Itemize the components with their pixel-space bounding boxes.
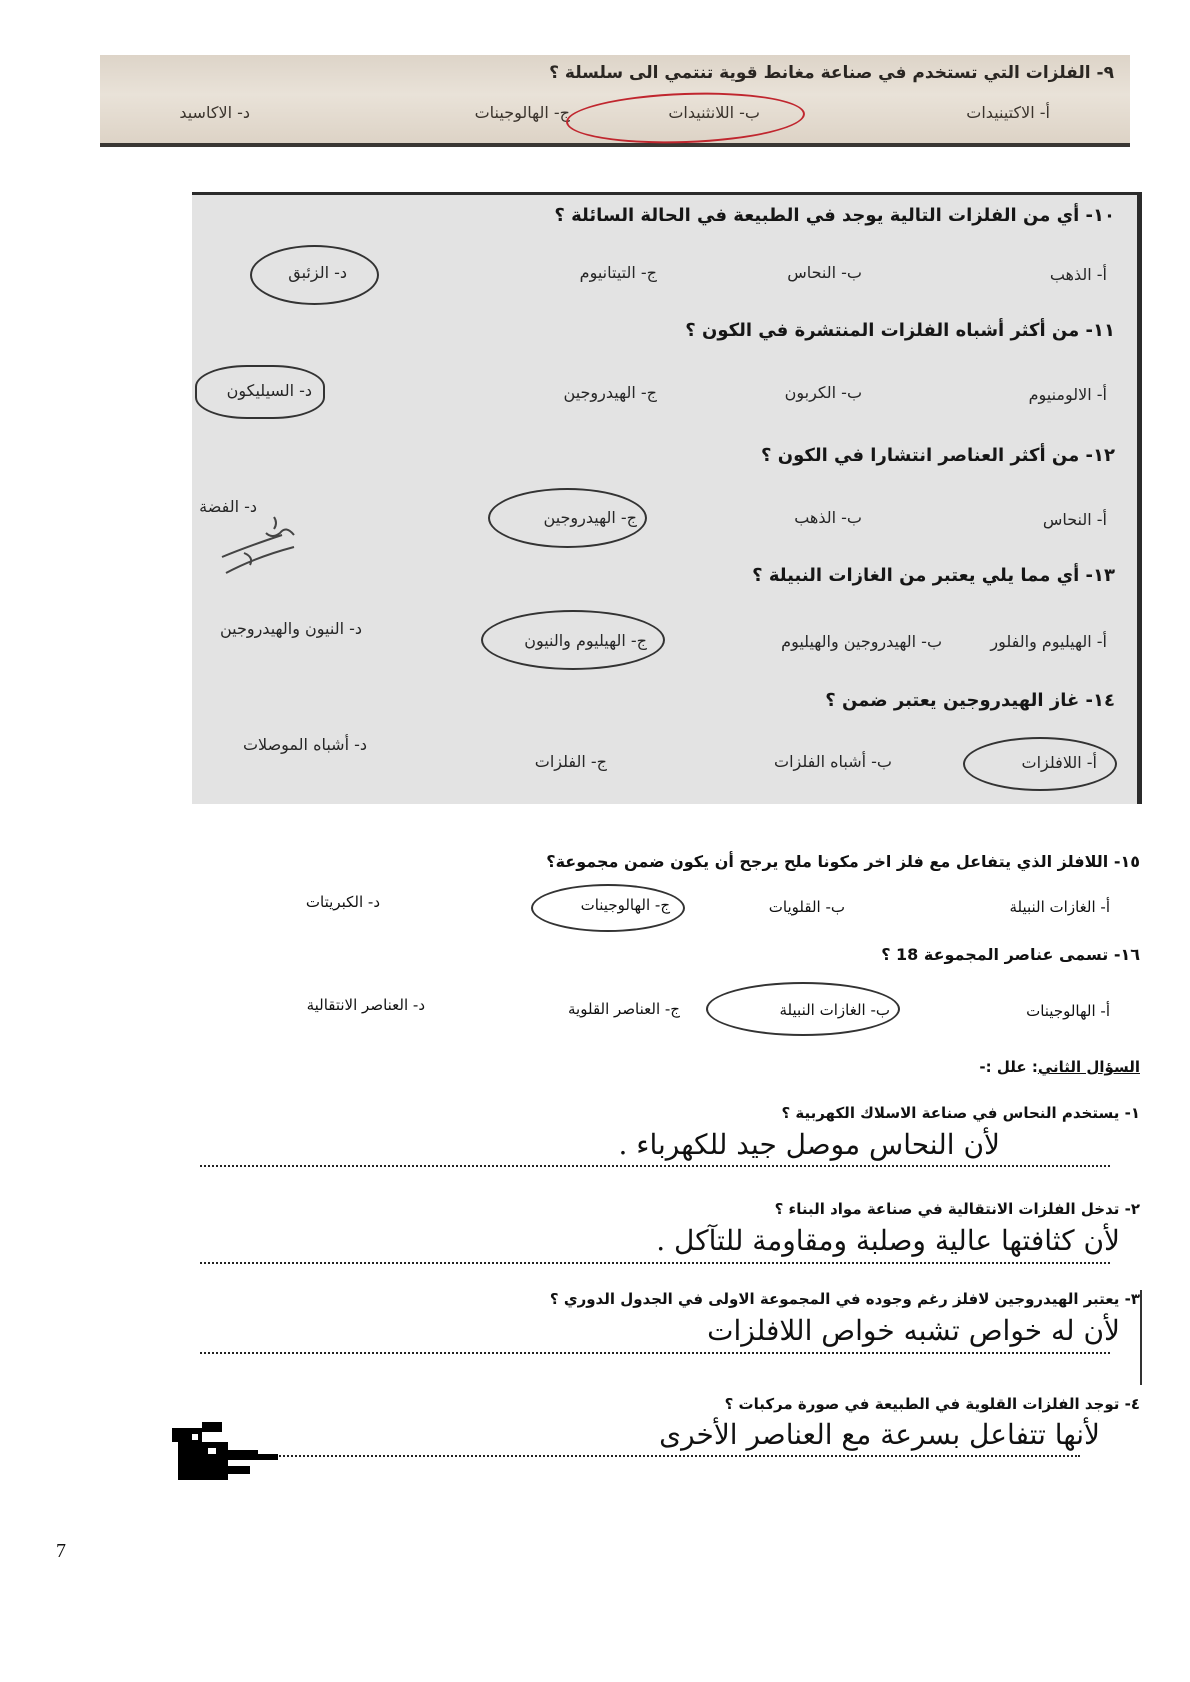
answer-line-2	[200, 1262, 1110, 1264]
questions-10-14-photo	[192, 192, 1142, 804]
q10-answer-circle	[250, 245, 379, 305]
q10-option-d: د- الزئبق	[288, 263, 347, 282]
question-14-text: ١٤- غاز الهيدروجين يعتبر ضمن ؟	[825, 690, 1115, 711]
scan-edge-mark	[1140, 1290, 1142, 1385]
q15-option-d: د- الكبريتات	[305, 893, 380, 911]
q14-option-b: ب- أشباه الفلزات	[774, 752, 892, 771]
q13-option-c: ج- الهيليوم والنيون	[524, 631, 647, 650]
q11-answer-circle	[195, 365, 325, 419]
explain-item-2-answer: لأن كثافتها عالية وصلبة ومقاومة للتآكل .	[656, 1224, 1120, 1257]
q11-option-b: ب- الكربون	[784, 383, 862, 402]
q14-option-d: د- أشباه الموصلات	[242, 735, 367, 754]
q10-option-a: أ- الذهب	[1049, 265, 1107, 284]
handwritten-signature	[214, 513, 304, 583]
answer-line-3	[200, 1352, 1110, 1354]
explain-item-2-question: ٢- تدخل الفلزات الانتقالية في صناعة مواد البناء ؟	[774, 1200, 1140, 1218]
explain-item-3-question: ٣- يعتبر الهيدروجين لافلز رغم وجوده في المجموعة الاولى في الجدول الدوري ؟	[549, 1290, 1140, 1308]
q11-option-a: أ- الالومنيوم	[1028, 385, 1107, 404]
section-2-title: السؤال الثاني	[1037, 1058, 1140, 1076]
question-16-text: ١٦- تسمى عناصر المجموعة 18 ؟	[881, 945, 1140, 964]
explain-item-4-answer: لأنها تتفاعل بسرعة مع العناصر الأخرى	[659, 1418, 1100, 1451]
explain-item-4-question: ٤- توجد الفلزات القلوية في الطبيعة في صورة مركبات ؟	[724, 1395, 1140, 1413]
question-9-text: ٩- الفلزات التي تستخدم في صناعة مغانط قوية تنتمي الى سلسلة ؟	[549, 63, 1114, 83]
section-2-title-suffix: : علل :-	[979, 1058, 1038, 1076]
q15-option-b: ب- القلويات	[768, 898, 845, 916]
q15-option-c: ج- الهالوجينات	[580, 896, 670, 914]
q11-option-d: د- السيليكون	[226, 381, 312, 400]
q14-option-a: أ- اللافلزات	[1021, 753, 1097, 772]
answer-line-4	[200, 1455, 1080, 1457]
q16-option-d: د- العناصر الانتقالية	[306, 996, 425, 1014]
q14-answer-circle	[963, 737, 1117, 791]
explain-item-1-question: ١- يستخدم النحاس في صناعة الاسلاك الكهربية ؟	[781, 1104, 1140, 1122]
question-13-text: ١٣- أي مما يلي يعتبر من الغازات النبيلة ؟	[752, 565, 1115, 586]
explain-item-3-answer: لأن له خواص تشبه خواص اللافلزات	[707, 1314, 1120, 1347]
question-15-text: ١٥- اللافلز الذي يتفاعل مع فلز اخر مكونا ملح يرجح أن يكون ضمن مجموعة؟	[546, 852, 1140, 871]
q10-option-c: ج- التيتانيوم	[579, 263, 657, 282]
q16-option-b: ب- الغازات النبيلة	[779, 1001, 890, 1019]
question-9-strip	[100, 55, 1130, 147]
q13-option-b: ب- الهيدروجين والهيليوم	[781, 632, 942, 651]
signature-image	[214, 513, 304, 583]
explain-item-1-answer: لأن النحاس موصل جيد للكهرباء .	[618, 1128, 1000, 1161]
q15-option-a: أ- الغازات النبيلة	[1009, 898, 1110, 916]
q12-option-d: د- الفضة	[199, 497, 257, 516]
question-10-text: ١٠- أي من الفلزات التالية يوجد في الطبيعة في الحالة السائلة ؟	[554, 205, 1115, 226]
q9-option-b: ب- اللانثنيدات	[668, 103, 760, 122]
q13-option-a: أ- الهيليوم والفلور	[990, 632, 1107, 651]
q13-answer-circle	[481, 610, 665, 670]
section-2-heading	[979, 1058, 1140, 1076]
q13-option-d: د- النيون والهيدروجين	[219, 619, 362, 638]
q9-option-d: د- الاكاسيد	[179, 103, 250, 122]
q11-option-c: ج- الهيدروجين	[563, 383, 657, 402]
q12-option-a: أ- النحاس	[1042, 510, 1107, 529]
q9-answer-circle	[565, 89, 806, 147]
q16-answer-circle	[706, 982, 900, 1036]
q9-option-c: ج- الهالوجينات	[474, 103, 570, 122]
q16-option-a: أ- الهالوجينات	[1026, 1002, 1110, 1020]
q12-answer-circle	[488, 488, 647, 548]
q9-option-a: أ- الاكتينيدات	[966, 103, 1050, 122]
q12-option-b: ب- الذهب	[794, 508, 862, 527]
scan-artifact-blot	[172, 1420, 282, 1482]
q15-answer-circle	[531, 884, 685, 932]
answer-line-1	[200, 1165, 1110, 1167]
question-12-text: ١٢- من أكثر العناصر انتشارا في الكون ؟	[761, 445, 1115, 466]
q16-option-c: ج- العناصر القلوية	[568, 1000, 680, 1018]
q12-option-c: ج- الهيدروجين	[543, 508, 637, 527]
q10-option-b: ب- النحاس	[787, 263, 862, 282]
question-11-text: ١١- من أكثر أشباه الفلزات المنتشرة في الكون ؟	[685, 320, 1115, 341]
page-number: 7	[56, 1540, 66, 1562]
q14-option-c: ج- الفلزات	[534, 752, 607, 771]
